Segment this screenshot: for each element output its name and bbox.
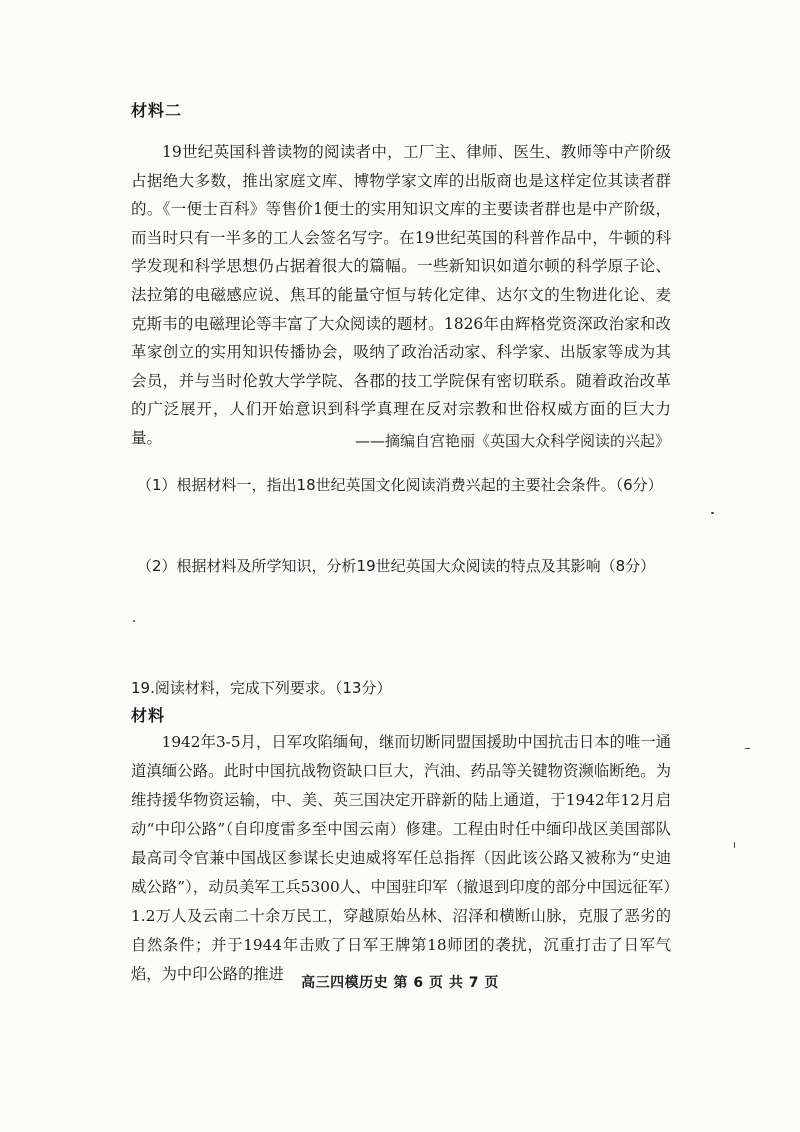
material-two-paragraph: 19世纪英国科普读物的阅读者中，工厂主、律师、医生、教师等中产阶级占据绝大多数，推出家庭文库、博物学家文库的出版商也是这样定位其读者群的。《一便士百科》等售价1便士的实用知识文库的主要读者群也是中产阶级，而当时只有一半多的工人会签名写字。在19世纪英国的科普作品中，牛顿的科学发现和科学思想仍占据着很大的篇幅。一些新知识如道尔顿的科学原子论、法拉第的电磁感应说、焦耳的能量守恒与转化定律、达尔文的生物进化论、麦克斯韦的电磁理论等丰富了大众阅读的题材。1826年由辉格党资深政治家和改革家创立的实用知识传播协会，吸纳了政治活动家、科学家、出版家等成为其会员，并与当时伦敦大学学院、各郡的技工学院保有密切联系。随着政治改革的广泛展开，人们开始意识到科学真理在反对宗教和世俗权威方面的巨大力量。 <box>131 143 671 447</box>
question-19-title: 19.阅读材料，完成下列要求。（13分） <box>131 679 392 697</box>
scan-speck <box>711 512 714 514</box>
page-footer: 高三四模历史 第 6 页 共 7 页 <box>301 975 499 991</box>
material-two-heading: 材料二 <box>131 101 183 120</box>
question-2: （2）根据材料及所学知识，分析19世纪英国大众阅读的特点及其影响（8分） <box>137 557 656 575</box>
question-19-material-heading: 材料 <box>131 706 166 725</box>
question-1: （1）根据材料一，指出18世纪英国文化阅读消费兴起的主要社会条件。（6分） <box>137 476 663 494</box>
material-two-source: ——摘编自宫艳丽《英国大众科学阅读的兴起》 <box>354 432 670 450</box>
scan-speck <box>734 842 735 848</box>
question-19-paragraph: 1942年3-5月，日军攻陷缅甸，继而切断同盟国援助中国抗击日本的唯一通道滇缅公路。此时中国抗战物资缺口巨大，汽油、药品等关键物资濒临断绝。为维持援华物资运输，中、美、英三国决定开辟新的陆上通道，于1942年12月启动“中印公路”（自印度雷多至中国云南）修建。工程由时任中缅印战区美国部队最高司令官兼中国战区参谋长史迪威将军任总指挥（因此该公路又被称为“史迪威公路”），动员美军工兵5300人、中国驻印军（撤退到印度的部分中国远征军）1.2万人及云南二十余万民工，穿越原始丛林、沼泽和横断山脉，克服了恶劣的自然条件；并于1944年击败了日军王牌第18师团的袭扰，沉重打击了日军气焰，为中印公路的推进 <box>131 733 671 983</box>
scan-speck <box>133 620 135 622</box>
scan-speck <box>745 748 750 749</box>
